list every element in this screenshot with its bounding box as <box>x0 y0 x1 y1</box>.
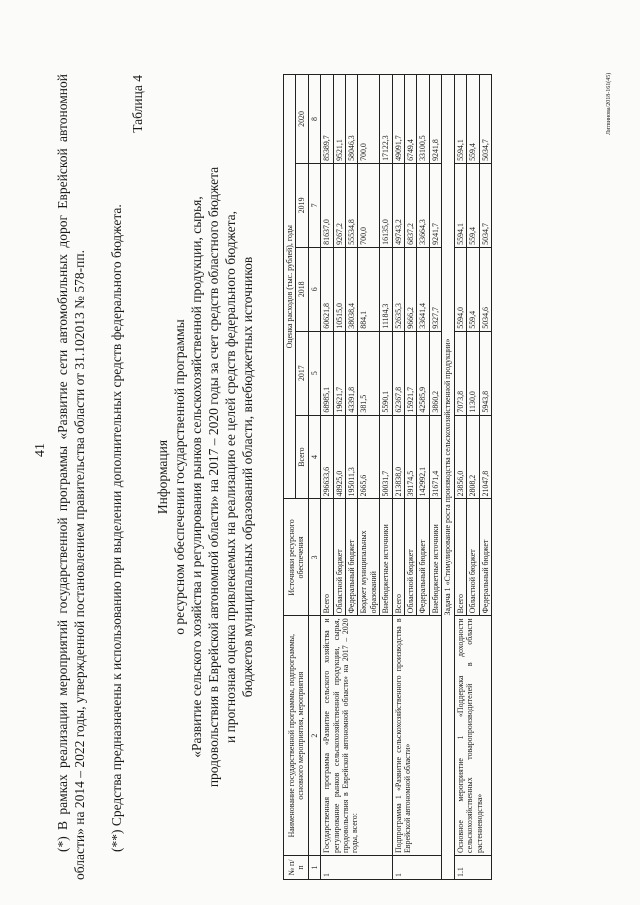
col-num-8: 8 <box>308 75 320 164</box>
header-total: Всего <box>296 415 308 499</box>
value-cell: 50031,7 <box>380 415 392 499</box>
value-cell: 55534,8 <box>346 163 358 247</box>
value-cell: 16135,0 <box>380 163 392 247</box>
value-cell: 23856,0 <box>454 415 466 499</box>
value-cell: 296633,6 <box>321 415 333 499</box>
value-cell: 21047,8 <box>479 415 491 499</box>
title-line-4: и прогнозная оценка привлекаемых на реализацию ее целей средств федерального бюджета, <box>223 210 238 744</box>
value-cell: 42585,9 <box>417 331 429 415</box>
value-cell: 1130,0 <box>467 331 479 415</box>
value-cell: 884,1 <box>358 247 380 331</box>
value-cell: 85389,7 <box>321 75 333 164</box>
source-cell: Областной бюджет <box>333 499 345 616</box>
value-cell: 10515,0 <box>333 247 345 331</box>
value-cell: 5594,1 <box>454 163 466 247</box>
subprogram-name: Подпрограмма 1 «Развитие сельскохозяйственного производства в Еврейской автономной области» <box>392 616 442 856</box>
value-cell: 58046,3 <box>346 75 358 164</box>
value-cell: 52635,3 <box>392 247 404 331</box>
source-cell: Федеральный бюджет <box>346 499 358 616</box>
title-line-5: бюджетов муниципальных образований области, внебюджетных источников <box>240 256 255 698</box>
source-cell: Федеральный бюджет <box>417 499 429 616</box>
header-num: № п/п <box>284 856 309 880</box>
value-cell: 142992,1 <box>417 415 429 499</box>
footer-code: Литвинова/2018-161(45) <box>606 72 612 135</box>
value-cell: 213838,0 <box>392 415 404 499</box>
title-heading: Информация <box>155 439 170 515</box>
header-source: Источники ресурсного обеспечения <box>284 499 309 616</box>
value-cell: 49743,2 <box>392 163 404 247</box>
value-cell: 49091,7 <box>392 75 404 164</box>
value-cell: 381,5 <box>358 331 380 415</box>
source-cell: Областной бюджет <box>467 499 479 616</box>
source-cell: Всего <box>454 499 466 616</box>
value-cell: 60621,8 <box>321 247 333 331</box>
value-cell: 6837,2 <box>405 163 417 247</box>
value-cell: 9327,7 <box>429 247 441 331</box>
table-title <box>154 74 256 880</box>
footnote-2: (**) Средства предназначены к использованию при выделении дополнительных средств федерального бюджета. <box>109 204 124 852</box>
value-cell: 19621,7 <box>333 331 345 415</box>
table-row <box>454 75 466 880</box>
row-num: 1 <box>321 856 392 880</box>
title-line-3: продовольствия в Еврейской автономной области» на 2017 – 2020 годы за счет средств областного бюджета <box>206 166 221 788</box>
value-cell: 9241,7 <box>429 163 441 247</box>
column-number-row <box>308 75 320 880</box>
source-cell: Всего <box>321 499 333 616</box>
value-cell: 43391,8 <box>346 331 358 415</box>
value-cell: 33641,4 <box>417 247 429 331</box>
header-name: Наименование государственной программы, подпрограммы, основного мероприятия, мероприятия <box>284 616 309 856</box>
row-num: 1.1 <box>454 856 491 880</box>
value-cell: 15921,7 <box>405 331 417 415</box>
source-cell: Всего <box>392 499 404 616</box>
value-cell: 2665,6 <box>358 415 380 499</box>
value-cell: 33664,3 <box>417 163 429 247</box>
value-cell: 48925,0 <box>333 415 345 499</box>
source-cell: Внебюджетные источники <box>380 499 392 616</box>
value-cell: 9241,8 <box>429 75 441 164</box>
value-cell: 3860,2 <box>429 331 441 415</box>
row-num: 1 <box>392 856 442 880</box>
header-2020: 2020 <box>296 75 308 164</box>
header-2017: 2017 <box>296 331 308 415</box>
task-header: Задача 1 «Стимулирование роста производства сельскохозяйственной продукции» <box>442 75 454 880</box>
value-cell: 6749,4 <box>405 75 417 164</box>
header-costs: Оценка расходов (тыс. рублей), годы <box>284 75 296 499</box>
value-cell: 38038,4 <box>346 247 358 331</box>
value-cell: 39174,5 <box>405 415 417 499</box>
value-cell: 559,4 <box>467 75 479 164</box>
value-cell: 700,0 <box>358 163 380 247</box>
table-row <box>392 75 404 880</box>
header-2018: 2018 <box>296 247 308 331</box>
value-cell: 5594,0 <box>454 247 466 331</box>
col-num-2: 2 <box>308 616 320 856</box>
value-cell: 559,4 <box>467 163 479 247</box>
value-cell: 31671,4 <box>429 415 441 499</box>
col-num-1: 1 <box>308 856 320 880</box>
measure-name: Основное мероприятие 1 «Поддержка доходности сельскохозяйственных товаропроизводителей в области растениеводства» <box>454 616 491 856</box>
header-2019: 2019 <box>296 163 308 247</box>
table-label: Таблица 4 <box>130 75 145 133</box>
title-line-2: «Развитие сельского хозяйства и регулирования рынков сельскохозяйственной продукции, сырья, <box>189 196 204 758</box>
value-cell: 33100,5 <box>417 75 429 164</box>
value-cell: 9666,2 <box>405 247 417 331</box>
value-cell: 9267,2 <box>333 163 345 247</box>
source-cell: Внебюджетные источники <box>429 499 441 616</box>
col-num-7: 7 <box>308 163 320 247</box>
value-cell: 62367,8 <box>392 331 404 415</box>
program-name: Государственная программа «Развитие сельского хозяйства и регулирование рынков сельскохозяйственной продукции, сырья, продовольствия в Еврейской автономной области» на 2017 – 2020 годы, всего: <box>321 616 392 856</box>
value-cell: 81637,0 <box>321 163 333 247</box>
col-num-6: 6 <box>308 247 320 331</box>
value-cell: 5590,1 <box>380 331 392 415</box>
source-cell: Областной бюджет <box>405 499 417 616</box>
value-cell: 5034,7 <box>479 75 491 164</box>
value-cell: 5034,7 <box>479 163 491 247</box>
source-cell: Бюджет муниципальных образований <box>358 499 380 616</box>
title-line-1: о ресурсном обеспечении государственной программы <box>172 319 187 635</box>
value-cell: 7073,8 <box>454 331 466 415</box>
col-num-5: 5 <box>308 331 320 415</box>
value-cell: 5594,1 <box>454 75 466 164</box>
table-row <box>321 75 333 880</box>
value-cell: 559,4 <box>467 247 479 331</box>
value-cell: 2808,2 <box>467 415 479 499</box>
value-cell: 17122,3 <box>380 75 392 164</box>
value-cell: 195011,3 <box>346 415 358 499</box>
header-row <box>284 75 296 880</box>
value-cell: 700,0 <box>358 75 380 164</box>
value-cell: 11184,3 <box>380 247 392 331</box>
col-num-4: 4 <box>308 415 320 499</box>
source-cell: Федеральный бюджет <box>479 499 491 616</box>
task-row <box>442 75 454 880</box>
value-cell: 68985,1 <box>321 331 333 415</box>
footnote-1: (*) В рамках реализации мероприятий государственной программы «Развитие сети автомобильных дорог Еврейской автономной области» на 2014 – 2022 годы, утвержденной постановлением правительства области от 31.102013 № 578-пп. <box>55 74 87 880</box>
col-num-3: 3 <box>308 499 320 616</box>
resource-table <box>283 74 492 880</box>
page-number: 41 <box>33 443 48 457</box>
value-cell: 5943,8 <box>479 331 491 415</box>
value-cell: 9521,1 <box>333 75 345 164</box>
value-cell: 5034,6 <box>479 247 491 331</box>
